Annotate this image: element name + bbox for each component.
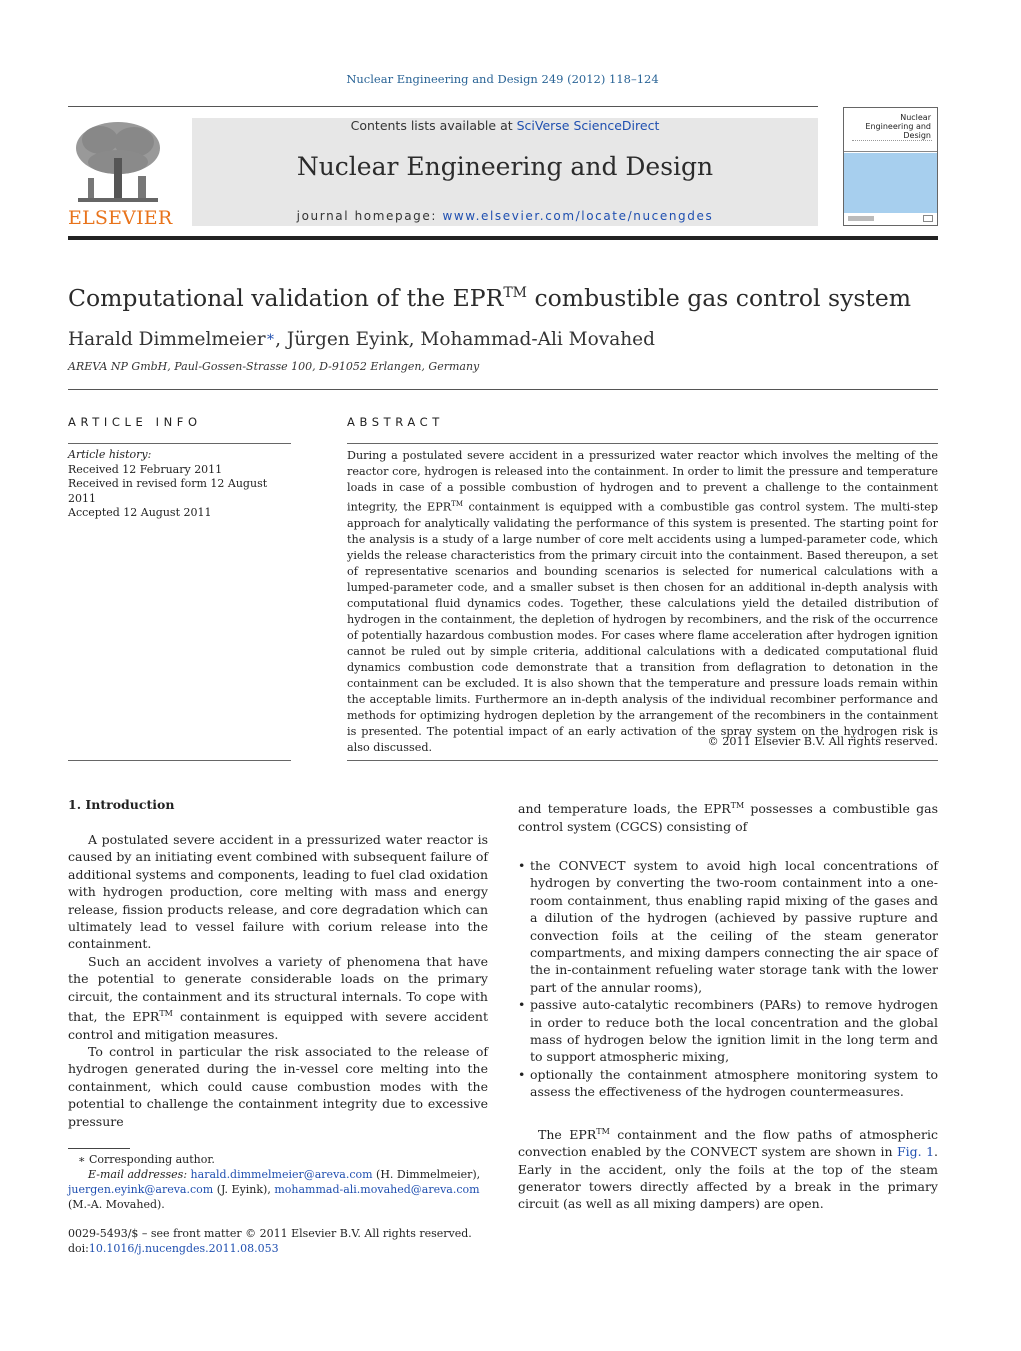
paragraph-3: To control in particular the risk associated to the release of hydrogen generated during the in-vessel core melting into the containment, which could cause combustion modes with the potential to challenge the containment integrity due to excessive pressure	[68, 1044, 488, 1129]
author-1[interactable]: Harald Dimmelmeier	[68, 329, 266, 350]
article-info-heading: ARTICLE INFO	[68, 415, 202, 429]
body-column-left	[68, 831, 488, 1130]
history-accepted: Accepted 12 August 2011	[68, 506, 212, 519]
cgcs-list	[518, 857, 938, 1101]
header-rule	[68, 106, 818, 107]
issn-doi	[68, 1226, 488, 1256]
cover-logo-mark	[923, 215, 933, 222]
body-column-right	[518, 797, 938, 1213]
abstract-copyright: © 2011 Elsevier B.V. All rights reserved.	[707, 735, 938, 748]
cover-subtitle-line	[852, 140, 932, 144]
abstract-heading: ABSTRACT	[347, 415, 444, 429]
article-title: Computational validation of the EPR™ combustible gas control system	[68, 284, 912, 312]
journal-homepage	[192, 209, 818, 223]
cover-header	[844, 108, 937, 152]
cover-publisher-mark	[848, 216, 874, 221]
section-heading-introduction: 1. Introduction	[68, 797, 175, 812]
contents-prefix: Contents lists available at	[350, 118, 517, 133]
abstract-text: During a postulated severe accident in a pressurized water reactor which involves the melting of the reactor core, hydrogen is released into the containment. In order to limit the pressure and temperature loads in case of a possible combustion of hydrogen and to prevent a challenge to the containment integrity, the EPR™ containment is equipped with a combustible gas control system. The multi-step approach for analytically validating the performance of this system is presented. The starting point for the analysis is a study of a large number of core melt accidents using a lumped-parameter code, which yields the release characteristics from the primary circuit into the containment. Based thereupon, a set of representative scenarios and bounding scenarios is selected for numerical calculations with a lumped-parameter code, and a smaller subset is then chosen for an additional in-depth analysis with computational fluid dynamics codes. Together, these calculations yield the detailed distribution of hydrogen in the containment, the depletion of hydrogen by recombiners, and the risk of the occurrence of potentially hazardous combustion modes. For cases where flame acceleration after hydrogen ignition cannot be ruled out by simple criteria, additional calculations with a dedicated computational fluid dynamics combustion code demonstrate that a transition from deflagration to detonation in the containment can be excluded. It is also shown that the temperature and pressure loads remain within the acceptable limits. Furthermore an in-depth analysis of the individual recombiner performance and methods for optimizing hydrogen depletion by the arrangement of the recombiners in the containment is presented. The potential impact of an early activation of the spray system on the hydrogen risk is also discussed.	[347, 449, 938, 754]
article-history	[68, 448, 291, 521]
sciencedirect-link[interactable]: SciVerse ScienceDirect	[516, 118, 660, 133]
affiliation: AREVA NP GmbH, Paul-Gossen-Strasse 100, D-91052 Erlangen, Germany	[68, 360, 480, 373]
list-item: • optionally the containment atmosphere monitoring system to assess the effectiveness of the hydrogen countermeasures.	[518, 1066, 938, 1101]
cover-title: Nuclear Engineering and Design	[865, 113, 931, 140]
paragraph-1: A postulated severe accident in a pressurized water reactor is caused by an initiating event combined with subsequent failure of additional systems and components, leading to fuel clad oxidation with hydrogen production, core melting with mass and energy release, fission products release, and core degradation which can ultimately lead to vessel failure with corium release into the containment.	[68, 832, 488, 952]
journal-name: Nuclear Engineering and Design	[296, 152, 714, 181]
homepage-prefix: journal homepage:	[296, 209, 443, 223]
email-addresses-end: (M.-A. Movahed).	[68, 1198, 165, 1211]
list-item: • the CONVECT system to avoid high local concentrations of hydrogen by converting the two-room containment into a one-room containment, thus enabling rapid mixing of the gases and a dilution of the hydrogen (achieved by passive rupture and convection foils at the ceiling of the steam generator compartments, and mixing dampers connecting the air space of the in-containment refueling water storage tank with the lower part of the annular rooms),	[518, 857, 938, 996]
corresponding-author-mark[interactable]: ∗	[265, 329, 276, 345]
title-rule	[68, 389, 938, 390]
elsevier-wordmark: ELSEVIER	[68, 207, 173, 229]
article-info-rule	[68, 443, 291, 444]
list-item: • passive auto-catalytic recombiners (PARs) to remove hydrogen in order to reduce both the local concentration and the global mass of hydrogen below the ignition limit in the long term and to support atmospheric mixing,	[518, 996, 938, 1066]
email-link-3[interactable]: mohammad-ali.movahed@areva.com	[274, 1183, 480, 1196]
figure-1-link[interactable]: Fig. 1	[896, 1144, 935, 1160]
abstract-bottom-rule	[347, 760, 938, 761]
paragraph-4: The EPR™ containment and the flow paths of atmospheric convection enabled by the CONVECT system are shown in Fig. 1. Early in the accident, only the foils at the top of the steam generator towers directly affected by a break in the primary circuit (as well as all mixing dampers) are open.	[518, 1126, 939, 1212]
email-link-1[interactable]: harald.dimmelmeier@areva.com	[190, 1168, 373, 1181]
corresponding-author-note: ∗ Corresponding author.	[78, 1153, 215, 1166]
email-link-2[interactable]: juergen.eyink@areva.com	[68, 1183, 214, 1196]
history-label: Article history:	[68, 448, 152, 461]
paragraph-2: Such an accident involves a variety of phenomena that have the potential to generate considerable loads on the primary circuit, the containment and its structural internals. To cope with that, the EPR™ containment is equipped with severe accident control and mitigation measures.	[68, 953, 489, 1042]
homepage-link[interactable]: www.elsevier.com/locate/nucengdes	[442, 209, 714, 223]
other-authors: , Jürgen Eyink, Mohammad-Ali Movahed	[275, 329, 655, 350]
journal-cover-thumbnail[interactable]	[843, 107, 938, 226]
cover-image	[844, 153, 937, 213]
footnote-rule	[68, 1148, 130, 1149]
doi-line: doi:10.1016/j.nucengdes.2011.08.053	[68, 1242, 279, 1255]
email-addresses: E-mail addresses: harald.dimmelmeier@areva.com (H. Dimmelmeier),	[88, 1168, 481, 1181]
issn-line: 0029-5493/$ – see front matter © 2011 Elsevier B.V. All rights reserved.	[68, 1227, 472, 1240]
contents-line	[192, 118, 818, 133]
email-addresses-cont: juergen.eyink@areva.com (J. Eyink), mohammad-ali.movahed@areva.com	[68, 1183, 480, 1196]
journal-citation[interactable]: Nuclear Engineering and Design 249 (2012) 118–124	[346, 72, 659, 86]
history-revised: Received in revised form 12 August 2011	[68, 477, 268, 505]
doi-link[interactable]: 10.1016/j.nucengdes.2011.08.053	[88, 1242, 279, 1255]
cover-footer	[844, 213, 937, 225]
article-info-bottom-rule	[68, 760, 291, 761]
author-list	[68, 329, 948, 350]
abstract-rule	[347, 443, 938, 444]
footnote	[68, 1152, 488, 1212]
header-thick-rule	[68, 236, 938, 240]
history-received: Received 12 February 2011	[68, 462, 223, 476]
paragraph-continued: and temperature loads, the EPR™ possesses a combustible gas control system (CGCS) consisting of	[518, 801, 938, 834]
